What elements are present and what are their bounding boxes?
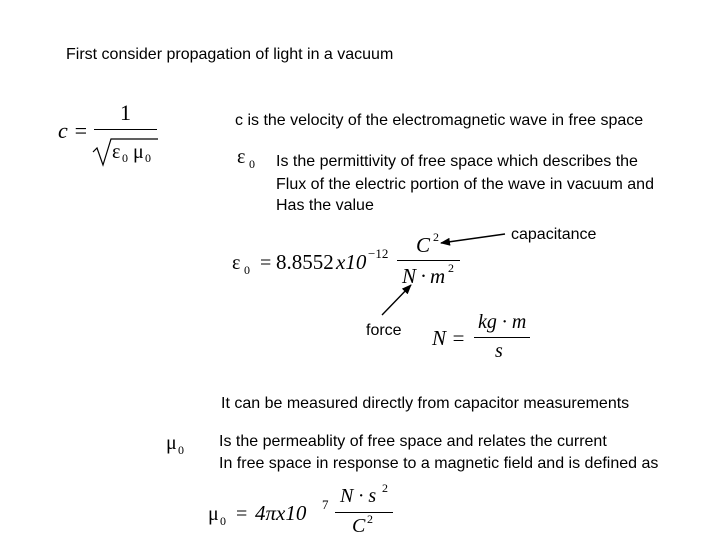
eps-description-line-3: Has the value: [276, 197, 374, 214]
mu-description-line-2: In free space in response to a magnetic field and is defined as: [219, 455, 659, 472]
eps-description-line-1: Is the permittivity of free space which describes the: [276, 153, 638, 170]
eps-symbol-sub: 0: [249, 157, 255, 171]
eps-num-c: C: [416, 233, 431, 257]
mu-denominator: C: [352, 515, 366, 537]
mu-symbol-sub: 0: [178, 443, 184, 457]
eps-den-m: m: [430, 264, 446, 288]
capacitance-label: capacitance: [511, 226, 597, 243]
measured-text: It can be measured directly from capacitor measurements: [221, 395, 630, 412]
mu-value-sub: 0: [220, 514, 226, 528]
mu-fraction-bar: [335, 512, 393, 513]
eps-description-line-2: Flux of the electric portion of the wave in vacuum and: [276, 176, 654, 193]
mu-description-line-1: Is the permeablity of free space and relates the current: [219, 433, 607, 450]
mu-exponent: 7: [322, 497, 329, 512]
mu-value-equals: =: [236, 503, 248, 525]
eps-den-exp: 2: [448, 261, 454, 275]
eps-symbol: ε: [237, 146, 246, 168]
mu-den-exp: 2: [367, 512, 373, 526]
slide-title: First consider propagation of light in a vacuum: [66, 46, 394, 63]
force-label: force: [366, 322, 402, 339]
mu-numerator: N · s: [340, 485, 377, 507]
c-numerator: 1: [120, 100, 131, 125]
eps-value-symbol: ε: [232, 252, 241, 274]
c-eps-sub: 0: [122, 151, 128, 165]
eps-den-n: N: [402, 264, 417, 288]
eps-value-equals: =: [260, 252, 272, 274]
c-equals: c =: [58, 118, 89, 143]
c-description: c is the velocity of the electromagnetic wave in free space: [235, 112, 644, 129]
c-mu-symbol: μ: [133, 141, 144, 163]
mu-num-exp: 2: [382, 481, 388, 495]
eps-den-dot: ·: [420, 264, 427, 288]
mu-value-symbol: μ: [208, 503, 219, 525]
eps-value-sub: 0: [244, 263, 250, 277]
newton-denominator: s: [495, 340, 503, 362]
mu-coefficient: 4πx10: [255, 501, 307, 525]
c-eps-symbol: ε: [112, 141, 121, 163]
eps-num-exp: 2: [433, 230, 439, 244]
eps-exponent: −12: [368, 246, 389, 261]
newton-lhs: N =: [432, 326, 466, 350]
eps-mantissa: 8.8552: [276, 250, 334, 274]
eps-times-ten: x10: [336, 250, 367, 274]
c-mu-sub: 0: [145, 151, 151, 165]
mu-symbol: μ: [166, 432, 177, 454]
capacitance-arrow-icon: [441, 234, 505, 243]
newton-numerator: kg · m: [478, 311, 527, 333]
force-arrow-icon: [382, 285, 411, 315]
newton-fraction-bar: [474, 337, 530, 338]
